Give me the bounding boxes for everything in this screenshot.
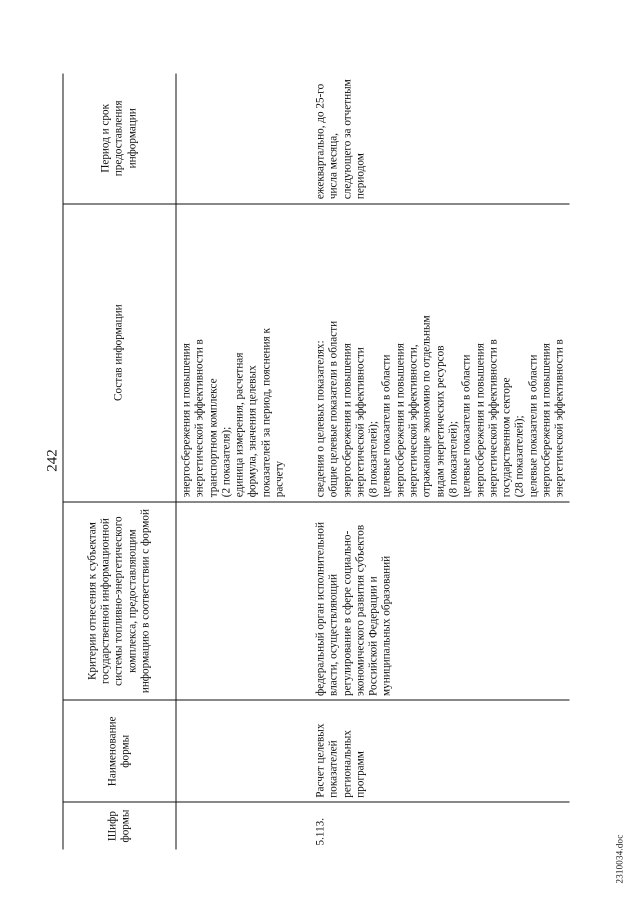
composition-line: энергосбережения и повышения (540, 342, 553, 497)
composition-line: транспортном комплексе (206, 377, 219, 497)
composition-line: формула, значения целевых (246, 364, 259, 497)
composition-line: отражающие экономию по отдельным (420, 314, 433, 497)
header-criteria: Критерии отнесения к субъектам государственной информационной системы топливно-энергетического комплекса, предоставляющим информацию в соответствии с формой (63, 501, 176, 700)
table-row-continuation (176, 73, 307, 849)
composition-line: сведения о целевых показателях: (314, 339, 326, 497)
table-header-row (63, 73, 176, 849)
page-number: 242 (44, 448, 60, 472)
cont-name-cell (176, 700, 307, 802)
cont-code-cell (176, 802, 307, 849)
form-code: 5.113. (314, 817, 326, 845)
header-period: Период и срок предоставления информации (63, 73, 176, 203)
composition-line: энергетической эффективности в (193, 338, 206, 497)
table-row (306, 73, 569, 849)
document-code: 2310034.doc (614, 834, 624, 883)
composition-line: (28 показателей); (513, 414, 526, 497)
composition-line: целевые показатели в области (380, 354, 393, 497)
composition-line: энергетической эффективности в (486, 338, 499, 497)
composition-line: целевые показатели в области (460, 354, 473, 497)
composition-line: энергетической эффективности в (553, 338, 566, 497)
composition-line: (8 показателей); (367, 420, 380, 497)
composition-line: единица измерения, расчетная (233, 352, 246, 497)
composition-line: общие целевые показатели в области (327, 320, 340, 497)
header-form-name: Наименование формы (63, 700, 176, 802)
composition-line: энергосбережения и повышения (473, 342, 486, 497)
cont-period-cell (176, 73, 307, 203)
composition-line: энергетической эффективности, (407, 343, 420, 497)
composition-line: государственном секторе (500, 377, 513, 497)
composition-line: показателей за период, пояснения к (259, 327, 272, 497)
composition-line: целевые показатели в области (526, 354, 539, 497)
composition-line: (8 показателей); (446, 420, 459, 497)
cont-criteria-cell (176, 501, 307, 700)
form-composition (306, 203, 569, 501)
header-code: Шифр формы (63, 802, 176, 849)
form-criteria: федеральный орган исполнительной власти, осуществляющий регулирование в сфере социально-экономического развития субъектов Российской Федерации и муниципальных образований (306, 501, 569, 700)
composition-line: (2 показателя); (219, 426, 232, 497)
composition-line: видам энергетических ресурсов (433, 344, 446, 497)
composition-line: энергетической эффективности (353, 346, 366, 497)
composition-line: энергосбережения и повышения (180, 342, 192, 497)
header-composition: Состав информации (63, 203, 176, 501)
composition-line: расчету (273, 460, 286, 497)
form-name: Расчет целевых показателей региональных программ (306, 700, 569, 802)
cont-composition-cell (176, 203, 307, 501)
composition-line: энергосбережения и повышения (393, 342, 406, 497)
form-period: ежеквартально, до 25-го числа месяца, следующего за отчетным периодом (306, 73, 569, 203)
forms-table (62, 73, 569, 849)
composition-line: энергосбережения и повышения (340, 342, 353, 497)
